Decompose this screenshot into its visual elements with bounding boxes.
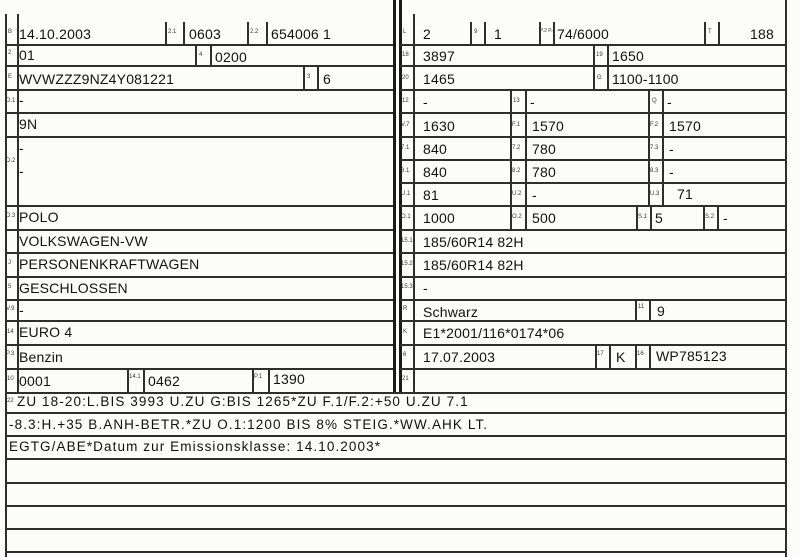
- label-T: T: [708, 29, 712, 35]
- row-line: [400, 299, 785, 301]
- row-line: [5, 44, 393, 46]
- check-digit-value: 6: [323, 71, 331, 87]
- code-10-value: 0001: [19, 373, 51, 389]
- cell-divider: [195, 44, 197, 65]
- tyres-1-value: 185/60R14 82H: [423, 234, 524, 250]
- cell-divider: [268, 368, 270, 392]
- cell-divider: [183, 22, 185, 44]
- make-value: VOLKSWAGEN-VW: [19, 233, 148, 249]
- label-16: 16: [637, 351, 644, 357]
- label-U1: U.1: [401, 191, 411, 197]
- cell-divider: [718, 22, 720, 44]
- row-line: [5, 320, 393, 322]
- code-2-2-value: 654006 1: [271, 26, 331, 42]
- power-value: 74/6000: [557, 26, 610, 42]
- label-G: G: [597, 75, 602, 81]
- row-line: [400, 112, 785, 114]
- k-mark-value: K: [616, 349, 626, 365]
- label-R: R: [403, 306, 408, 312]
- cell-divider: [635, 299, 637, 320]
- right-label-column-line: [413, 14, 415, 392]
- top-speed-value: 188: [750, 26, 774, 42]
- cell-divider: [525, 89, 527, 112]
- emission-class-value: EURO 4: [19, 324, 73, 340]
- label-Q: Q: [652, 98, 657, 104]
- label-17: 17: [597, 351, 604, 357]
- seats-value: 5: [655, 210, 663, 226]
- label-F1: F.1: [512, 122, 521, 128]
- axle-8-3-value: -: [669, 164, 674, 180]
- label-10: 10: [7, 376, 14, 382]
- label-8-1: 8.1: [401, 168, 410, 174]
- issue-date-value: 17.07.2003: [423, 349, 496, 365]
- label-P3: P.3: [6, 351, 15, 357]
- label-U2: U.2: [512, 191, 522, 197]
- fuel-value: Benzin: [19, 349, 64, 365]
- width-value: 1650: [612, 48, 644, 64]
- row-line: [5, 276, 393, 278]
- axles-value: 2: [423, 26, 431, 42]
- remarks-line: [5, 551, 785, 553]
- cell-divider: [484, 22, 486, 44]
- label-P2-P4: P.2 P.4: [540, 28, 556, 34]
- d2b-value: -: [19, 163, 24, 179]
- label-V9: V.9: [6, 306, 15, 312]
- center-divider: [393, 0, 396, 392]
- f1-value: 1570: [532, 118, 564, 134]
- label-D3: D.3: [6, 213, 16, 219]
- type-value: 9N: [19, 116, 38, 132]
- row-line: [400, 182, 785, 184]
- length-value: 3897: [423, 48, 455, 64]
- row-line: [5, 368, 393, 370]
- row-line: [5, 136, 393, 138]
- noise-value: 81: [423, 187, 439, 203]
- right-border: [785, 0, 787, 557]
- row-line: [400, 320, 785, 322]
- label-S1: S.1: [638, 214, 648, 220]
- label-13: 13: [513, 98, 520, 104]
- cell-divider: [662, 89, 664, 112]
- row-line: [400, 229, 785, 231]
- label-U3: U.3: [650, 191, 660, 197]
- axle-8-2-value: 780: [532, 164, 556, 180]
- r12-value: -: [423, 94, 428, 110]
- remarks-line: [5, 458, 785, 460]
- label-K: K: [403, 329, 408, 335]
- label-14-1: 14.1: [129, 374, 141, 380]
- cell-divider: [266, 22, 268, 44]
- v9-value: -: [19, 302, 24, 318]
- cell-divider: [717, 205, 719, 229]
- label-L: L: [403, 29, 407, 35]
- label-E: E: [8, 74, 13, 80]
- tyres-3-value: -: [423, 280, 428, 296]
- row-line: [400, 205, 785, 207]
- label-J: J: [8, 260, 11, 266]
- trailer-braked-value: 1000: [423, 210, 455, 226]
- axle-7-2-value: 780: [532, 141, 556, 157]
- label-21: 21: [402, 376, 409, 382]
- row-line: [5, 89, 393, 91]
- cell-divider: [525, 112, 527, 229]
- u2-value: -: [532, 187, 537, 203]
- label-2-2: 2.2: [250, 29, 259, 35]
- row-line: [5, 112, 393, 114]
- row-line: [5, 205, 393, 207]
- code-14-1-value: 0462: [148, 373, 180, 389]
- label-B: B: [8, 29, 13, 35]
- axle-7-1-value: 840: [423, 141, 447, 157]
- row-line: [400, 89, 785, 91]
- label-15-2: 15.2: [401, 261, 413, 267]
- q-value: -: [667, 94, 672, 110]
- label-8-3: 8.3: [650, 168, 659, 174]
- remark-line-2: -8.3:H.+35 B.ANH-BETR.*ZU O.1:1200 BIS 8% STEIG.*WW.AHK LT.: [9, 417, 489, 432]
- trailer-unbraked-value: 500: [532, 210, 556, 226]
- label-8-2: 8.2: [512, 168, 521, 174]
- label-9: 9: [474, 29, 478, 35]
- cell-divider: [247, 22, 249, 44]
- label-F2: F.2: [650, 122, 659, 128]
- remarks-line: [5, 435, 785, 437]
- row-line: [400, 136, 785, 138]
- code-4-value: 0200: [215, 49, 247, 65]
- code-2-1-value: 0603: [189, 26, 221, 42]
- row-line: [5, 299, 393, 301]
- cell-divider: [165, 22, 167, 44]
- r13-value: -: [530, 94, 535, 110]
- v7-value: 1630: [423, 118, 455, 134]
- label-D2: D.2: [6, 158, 16, 164]
- label-22: 22: [7, 398, 14, 404]
- cell-divider: [650, 205, 652, 229]
- axle-8-1-value: 840: [423, 164, 447, 180]
- row-line: [400, 252, 785, 254]
- g-value: 1100-1100: [612, 71, 679, 87]
- cell-divider: [662, 112, 664, 205]
- label-4: 4: [199, 52, 203, 58]
- cell-divider: [593, 44, 595, 89]
- label-2-1: 2.1: [168, 29, 177, 35]
- body-type-value: GESCHLOSSEN: [19, 280, 128, 296]
- trade-name-value: POLO: [19, 209, 59, 225]
- label-S2: S.2: [705, 214, 715, 220]
- row-line: [5, 344, 393, 346]
- row-line: [400, 159, 785, 161]
- label-15-1: 15.1: [401, 238, 413, 244]
- label-19: 19: [596, 52, 603, 58]
- label-15-3: 15.3: [401, 284, 413, 290]
- label-18: 18: [402, 52, 409, 58]
- label-14: 14: [7, 329, 14, 335]
- cell-divider: [704, 22, 706, 44]
- row-line: [5, 229, 393, 231]
- cell-divider: [470, 22, 472, 44]
- driven-axles-value: 1: [494, 26, 502, 42]
- cell-divider: [607, 44, 609, 89]
- f2-value: 1570: [669, 118, 701, 134]
- u3-value: 71: [677, 186, 693, 202]
- vin-value: WVWZZZ9NZ4Y081221: [19, 71, 175, 87]
- cell-divider: [210, 44, 212, 65]
- cell-divider: [648, 89, 650, 112]
- left-border: [5, 14, 7, 557]
- d2a-value: -: [19, 140, 24, 156]
- remarks-line: [5, 412, 785, 414]
- remarks-line: [5, 482, 785, 484]
- label-7-2: 7.2: [512, 145, 521, 151]
- label-P1: P.1: [254, 374, 263, 380]
- colour-code-value: 9: [657, 303, 665, 319]
- row-line: [400, 344, 785, 346]
- cell-divider: [143, 368, 145, 392]
- cell-divider: [303, 65, 305, 89]
- cell-divider: [649, 299, 651, 320]
- cell-divider: [609, 344, 611, 368]
- row-line: [5, 252, 393, 254]
- label-20: 20: [402, 75, 409, 81]
- row-line: [5, 65, 393, 67]
- colour-value: Schwarz: [423, 304, 479, 320]
- label-D1: D.1: [6, 98, 16, 104]
- cell-divider: [510, 89, 512, 112]
- label-3: 3: [307, 74, 311, 80]
- displacement-value: 1390: [273, 371, 305, 387]
- row-line: [400, 368, 785, 370]
- cell-divider: [649, 344, 651, 368]
- label-6: 6: [403, 352, 407, 358]
- document-number-value: WP785123: [656, 348, 727, 364]
- remark-line-1: ZU 18-20:L.BIS 3993 U.ZU G:BIS 1265*ZU F.1/F.2:+50 U.ZU 7.1: [17, 394, 469, 409]
- label-11: 11: [638, 304, 645, 310]
- remarks-line: [5, 505, 785, 507]
- height-value: 1465: [423, 71, 455, 87]
- axle-7-3-value: -: [669, 141, 674, 157]
- field-2-value: 01: [19, 47, 35, 63]
- tyres-2-value: 185/60R14 82H: [423, 257, 524, 273]
- type-approval-value: E1*2001/116*0174*06: [423, 325, 565, 341]
- label-2: 2: [8, 50, 12, 56]
- s2-value: -: [723, 210, 728, 226]
- remark-line-3: EGTG/ABE*Datum zur Emissionsklasse: 14.10.2003*: [9, 439, 382, 454]
- remarks-line: [5, 528, 785, 530]
- label-5: 5: [8, 284, 12, 290]
- label-12: 12: [402, 98, 409, 104]
- label-O1: O.1: [401, 214, 411, 220]
- label-V7: V.7: [401, 122, 410, 128]
- label-7-1: 7.1: [401, 145, 410, 151]
- row-line: [400, 276, 785, 278]
- d1-value: -: [19, 92, 24, 108]
- label-O2: O.2: [512, 214, 522, 220]
- vehicle-class-value: PERSONENKRAFTWAGEN: [19, 256, 200, 272]
- cell-divider: [317, 65, 319, 89]
- label-7-3: 7.3: [650, 145, 659, 151]
- first-registration-date: 14.10.2003: [19, 26, 92, 42]
